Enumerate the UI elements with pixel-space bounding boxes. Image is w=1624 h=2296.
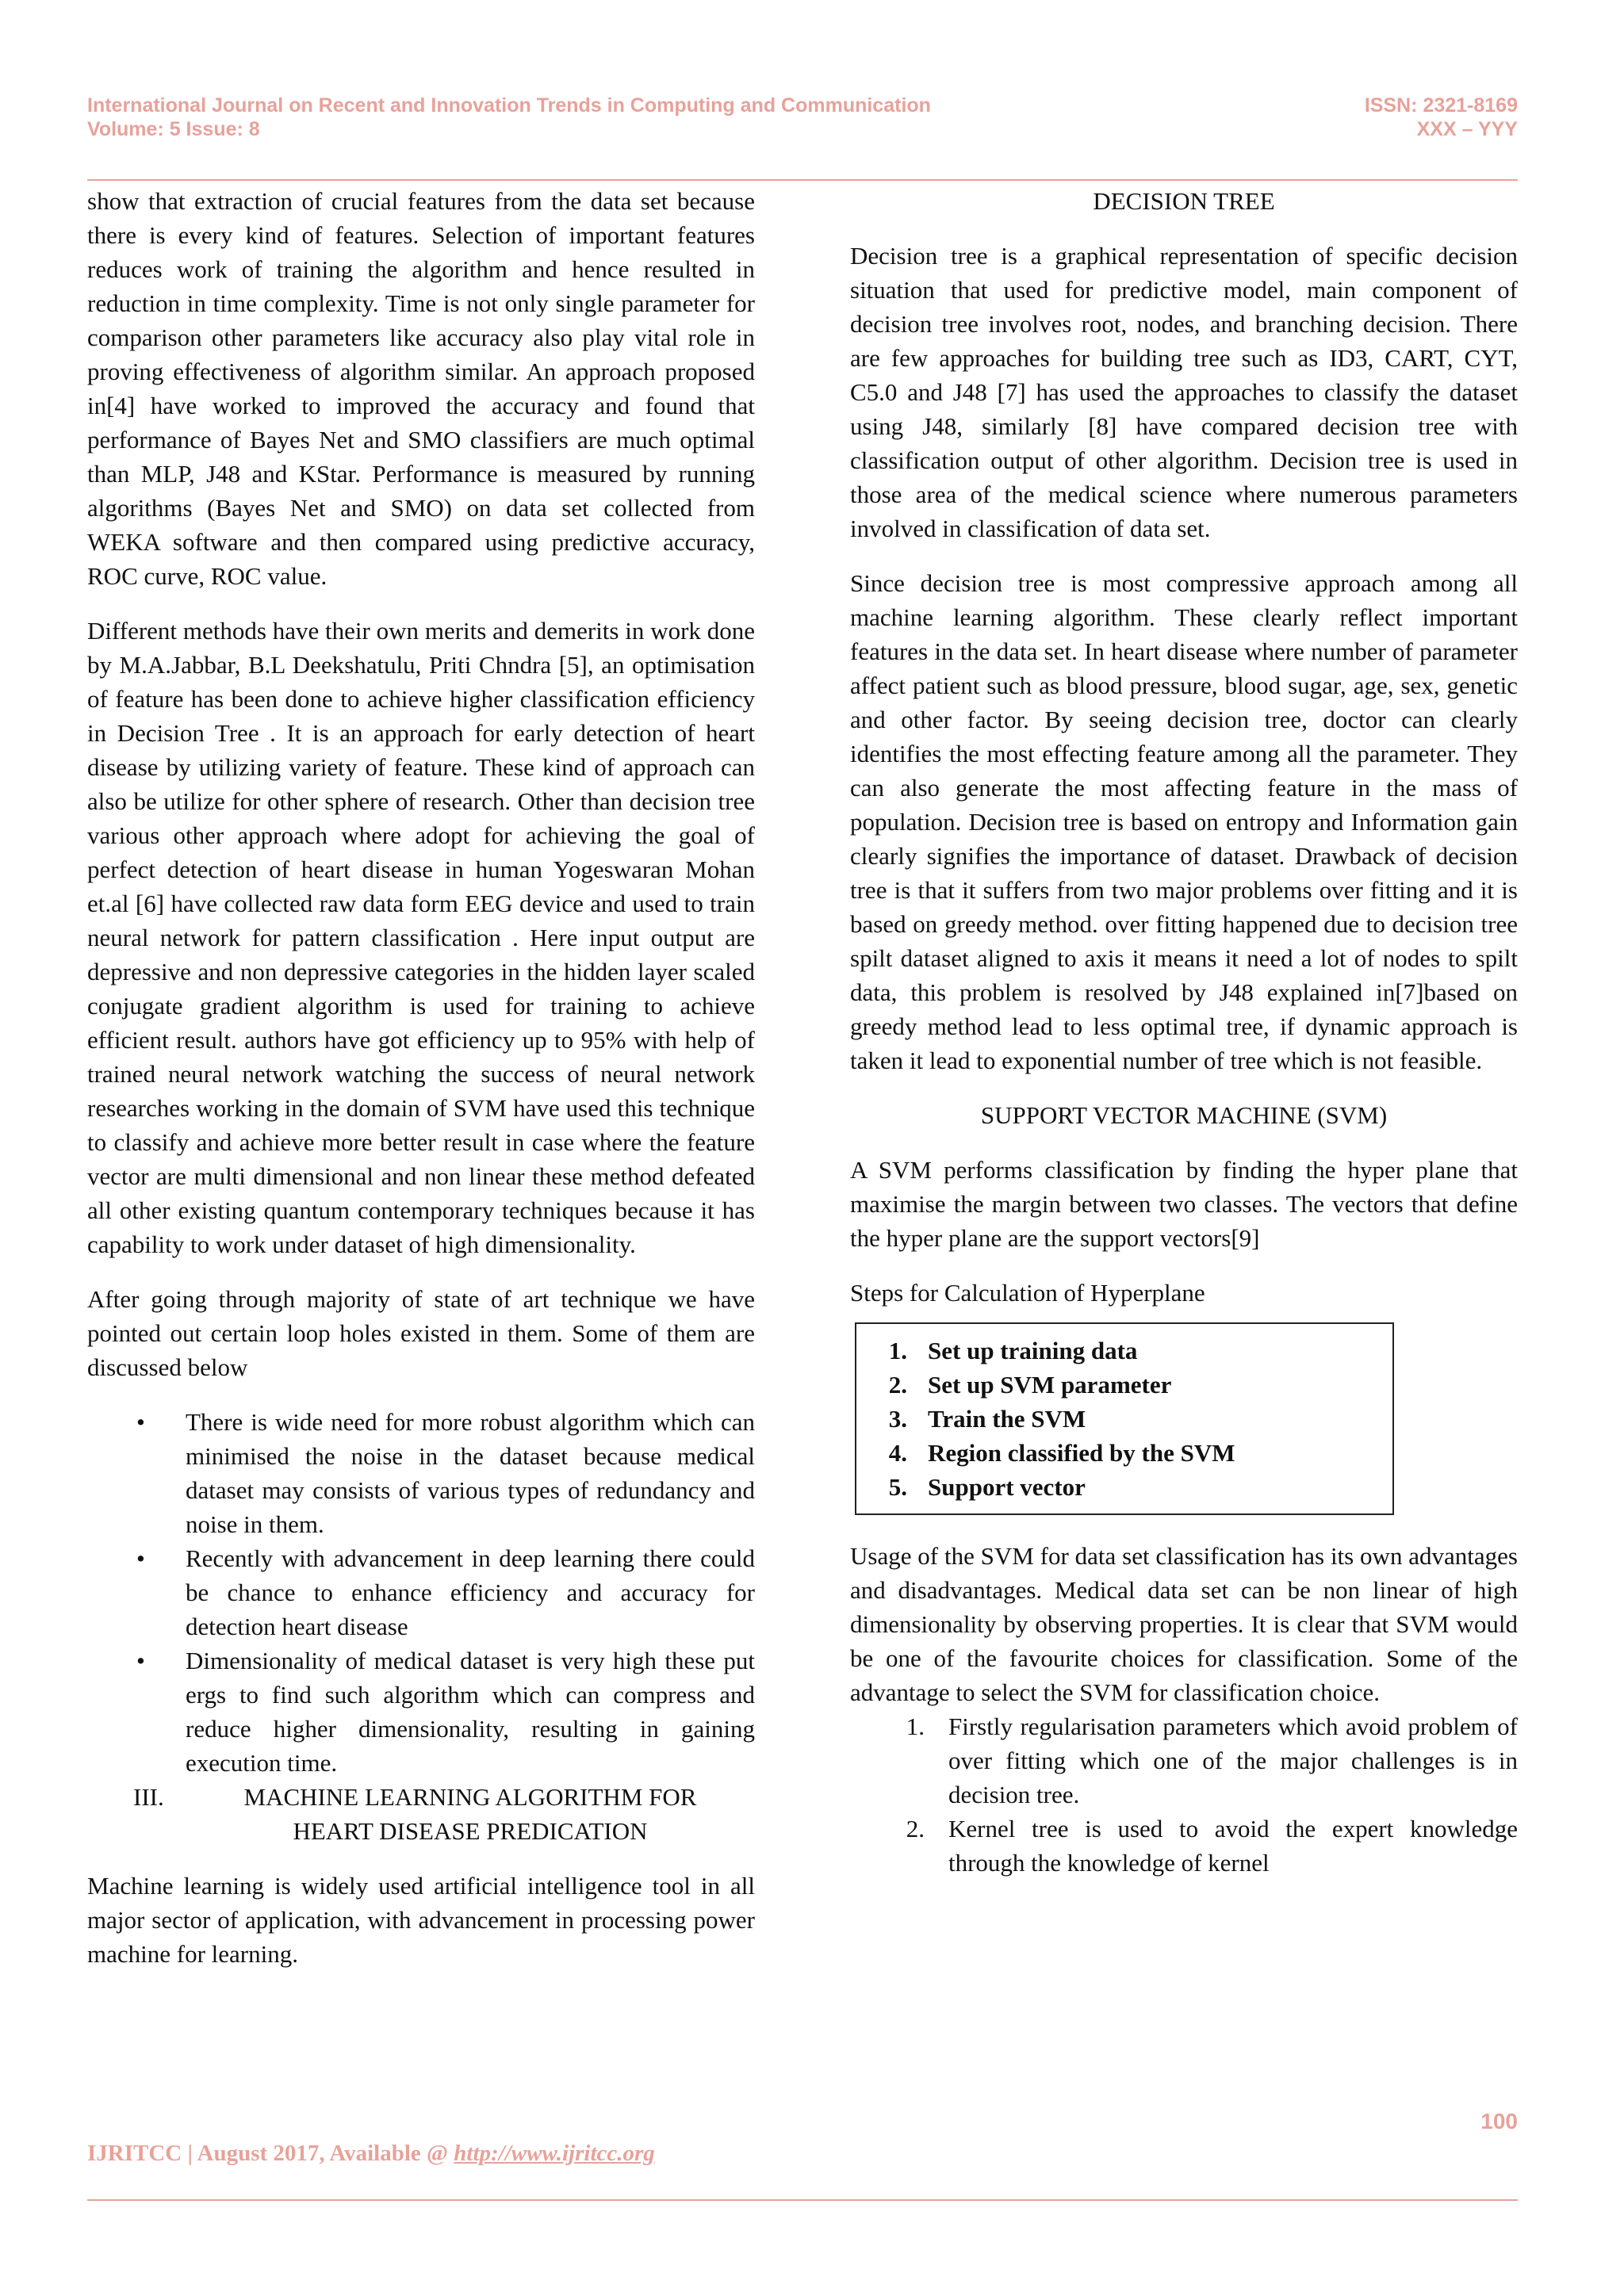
step-text: Train the SVM (928, 1405, 1086, 1433)
header-divider (87, 179, 1518, 181)
svm-heading: SUPPORT VECTOR MACHINE (SVM) (980, 1101, 1388, 1129)
paragraph: Different methods have their own merits and demerits in work done by M.A.Jabbar, B.L Deekshatulu, Priti Chndra [5], an optimisation of feature has been done to achieve higher classification efficiency in Decision Tree . It is an approach for early detection of heart disease by utilizing variety of feature. These kind of approach can also be utilize for other sphere of research. Other than decision tree various other approach where adopt for achieving the goal of perfect detection of heart disease in human Yogeswaran Mohan et.al [6] have collected raw data form EEG device and used to train neural network for pattern classification . Here input output are depressive and non depressive categories in the hidden layer scaled conjugate gradient algorithm is used for training to achieve efficient result. authors have got efficiency up to 95% with help of trained neural network watching the success of neural network researches working in the domain of SVM have used this technique to classify and achieve more better result in case where the feature vector are multi dimensional and non linear these method defeated all other existing quantum contemporary techniques because it has capability to work under dataset of high dimensionality. (87, 617, 755, 1258)
item-number: 1. (906, 1712, 925, 1740)
list-item (87, 1405, 755, 1541)
decision-tree-heading: DECISION TREE (1093, 187, 1275, 215)
paragraph: Usage of the SVM for data set classification has its own advantages and disadvantages. Medical data set can be non linear of high dimensionality by observing properties. It is clear that SVM would be one of the favourite choices for classification. Some of the advantage to select the SVM for classification choice. (850, 1542, 1518, 1706)
issn-header (1365, 94, 1518, 141)
paragraph: Machine learning is widely used artificial intelligence tool in all major sector of application, with advancement in processing power machine for learning. (87, 1872, 755, 1968)
step-row (856, 1334, 1392, 1368)
section-title (200, 1780, 755, 1848)
section-number: III. (133, 1783, 164, 1811)
journal-link[interactable]: http://www.ijritcc.org (454, 2141, 655, 2166)
step-row (856, 1368, 1392, 1402)
left-column (87, 184, 755, 1992)
right-column (850, 184, 1518, 1880)
journal-title: International Journal on Recent and Innovation Trends in Computing and Communication (87, 94, 931, 117)
list-item (850, 1709, 1518, 1812)
footer-text: IJRITCC | August 2017, Available @ (87, 2141, 454, 2166)
footer-divider (87, 2199, 1518, 2201)
step-number: 5. (888, 1473, 907, 1501)
paragraph: Since decision tree is most compressive approach among all machine learning algorithm. These clearly reflect important features in the data set. In heart disease where number of parameter affect patient such as blood pressure, blood sugar, age, sex, genetic and other factor. By seeing decision tree, doctor can clearly identifies the most effecting feature among all the parameter. They can also generate the most affecting feature in the mass of population. Decision tree is based on entropy and Information gain clearly signifies the importance of dataset. Drawback of decision tree is that it suffers from two major problems over fitting and it is based on greedy method. over fitting happened due to decision tree spilt dataset aligned to axis it means it need a lot of nodes to spilt data, this problem is resolved by J48 explained in[7]based on greedy method lead to less optimal tree, if dynamic approach is taken it lead to exponential number of tree which is not feasible. (850, 569, 1518, 1074)
paragraph: Decision tree is a graphical representation of specific decision situation that used for predictive model, main component of decision tree involves root, nodes, and branching decision. There are few approaches for building tree such as ID3, CART, CYT, C5.0 and J48 [7] has used the approaches to classify the dataset using J48, similarly [8] have compared decision tree with classification output of other algorithm. Decision tree is used in those area of the medical science where numerous parameters involved in classification of data set. (850, 242, 1518, 542)
bullet-icon: • (136, 1408, 145, 1436)
hyperplane-steps-box (855, 1322, 1394, 1515)
list-item (87, 1644, 755, 1780)
step-text: Region classified by the SVM (928, 1439, 1235, 1467)
list-item-text: Dimensionality of medical dataset is very high these put ergs to find such algorithm which can compress and reduce higher dimensionality, resulting in gaining execution time. (186, 1647, 755, 1777)
paragraph: show that extraction of crucial features from the data set because there is every kind of features. Selection of important features reduces work of training the algorithm and hence resulted in reduction in time complexity. Time is not only single parameter for comparison other parameters like accuracy also play vital role in proving effectiveness of algorithm similar. An approach proposed in[4] have worked to improved the accuracy and found that performance of Bayes Net and SMO classifiers are much optimal than MLP, J48 and KStar. Performance is measured by running algorithms (Bayes Net and SMO) on data set collected from WEKA software and then compared using predictive accuracy, ROC curve, ROC value. (87, 187, 755, 590)
section-title-line: MACHINE LEARNING ALGORITHM FOR (243, 1783, 697, 1811)
list-item (850, 1812, 1518, 1880)
step-number: 2. (888, 1371, 907, 1399)
section-heading (87, 1780, 755, 1848)
steps-intro: Steps for Calculation of Hyperplane (850, 1279, 1205, 1307)
step-text: Set up SVM parameter (928, 1371, 1172, 1399)
item-text: Kernel tree is used to avoid the expert knowledge through the knowledge of kernel (948, 1815, 1518, 1877)
footer (87, 2141, 655, 2167)
page-number: 100 (1480, 2109, 1518, 2133)
list-item-text: Recently with advancement in deep learning there could be chance to enhance efficiency and accuracy for detection heart disease (186, 1544, 755, 1640)
journal-header (87, 94, 931, 141)
page-range: XXX – YYY (1416, 118, 1518, 140)
paragraph: A SVM performs classification by finding the hyper plane that maximise the margin between two classes. The vectors that define the hyper plane are the support vectors[9] (850, 1156, 1518, 1252)
item-number: 2. (906, 1815, 925, 1843)
loophole-list (87, 1405, 755, 1780)
bullet-icon: • (136, 1647, 145, 1674)
item-text: Firstly regularisation parameters which avoid problem of over fitting which one of the major challenges is in decision tree. (948, 1712, 1518, 1808)
step-text: Set up training data (928, 1337, 1138, 1364)
step-row (856, 1402, 1392, 1436)
list-item-text: There is wide need for more robust algorithm which can minimised the noise in the dataset because medical dataset may consists of various types of redundancy and noise in them. (186, 1408, 755, 1538)
svm-advantages-list (850, 1709, 1518, 1880)
volume-issue: Volume: 5 Issue: 8 (87, 118, 260, 140)
issn: ISSN: 2321-8169 (1364, 94, 1518, 117)
bullet-icon: • (136, 1544, 145, 1572)
list-item (87, 1541, 755, 1644)
section-title-line: HEART DISEASE PREDICATION (293, 1817, 648, 1845)
paragraph: After going through majority of state of art technique we have pointed out certain loop holes existed in them. Some of them are discussed below (87, 1285, 755, 1381)
step-number: 4. (888, 1439, 907, 1467)
step-number: 1. (888, 1337, 907, 1364)
step-number: 3. (888, 1405, 907, 1433)
step-text: Support vector (928, 1473, 1086, 1501)
step-row (856, 1470, 1392, 1504)
step-row (856, 1436, 1392, 1470)
